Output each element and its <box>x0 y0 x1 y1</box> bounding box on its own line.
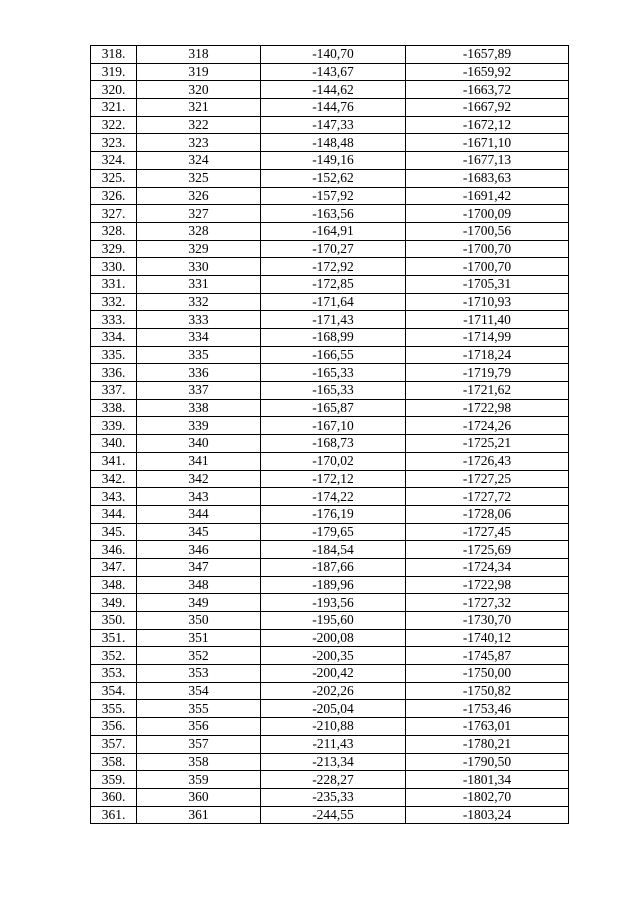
x-value-cell: -165,33 <box>261 364 406 382</box>
y-value-cell: -1790,50 <box>406 753 569 771</box>
point-id-cell: 338 <box>137 399 261 417</box>
x-value-cell: -205,04 <box>261 700 406 718</box>
x-value-cell: -200,35 <box>261 647 406 665</box>
row-number-cell: 341. <box>91 452 137 470</box>
point-id-cell: 327 <box>137 205 261 223</box>
table-row <box>91 718 569 736</box>
y-value-cell: -1724,26 <box>406 417 569 435</box>
point-id-cell: 341 <box>137 452 261 470</box>
y-value-cell: -1750,82 <box>406 682 569 700</box>
row-number-cell: 349. <box>91 594 137 612</box>
data-table <box>90 45 569 824</box>
x-value-cell: -167,10 <box>261 417 406 435</box>
row-number-cell: 348. <box>91 576 137 594</box>
row-number-cell: 360. <box>91 788 137 806</box>
table-row <box>91 771 569 789</box>
point-id-cell: 332 <box>137 293 261 311</box>
x-value-cell: -195,60 <box>261 612 406 630</box>
table-row <box>91 452 569 470</box>
x-value-cell: -152,62 <box>261 169 406 187</box>
x-value-cell: -200,42 <box>261 665 406 683</box>
y-value-cell: -1722,98 <box>406 576 569 594</box>
y-value-cell: -1727,72 <box>406 488 569 506</box>
y-value-cell: -1710,93 <box>406 293 569 311</box>
table-row <box>91 134 569 152</box>
table-row <box>91 665 569 683</box>
y-value-cell: -1657,89 <box>406 46 569 64</box>
y-value-cell: -1719,79 <box>406 364 569 382</box>
x-value-cell: -202,26 <box>261 682 406 700</box>
row-number-cell: 347. <box>91 558 137 576</box>
table-row <box>91 682 569 700</box>
point-id-cell: 350 <box>137 612 261 630</box>
y-value-cell: -1727,25 <box>406 470 569 488</box>
row-number-cell: 354. <box>91 682 137 700</box>
row-number-cell: 343. <box>91 488 137 506</box>
x-value-cell: -163,56 <box>261 205 406 223</box>
x-value-cell: -157,92 <box>261 187 406 205</box>
point-id-cell: 352 <box>137 647 261 665</box>
point-id-cell: 351 <box>137 629 261 647</box>
y-value-cell: -1802,70 <box>406 788 569 806</box>
x-value-cell: -149,16 <box>261 152 406 170</box>
x-value-cell: -172,85 <box>261 275 406 293</box>
point-id-cell: 328 <box>137 222 261 240</box>
row-number-cell: 337. <box>91 382 137 400</box>
point-id-cell: 358 <box>137 753 261 771</box>
y-value-cell: -1724,34 <box>406 558 569 576</box>
row-number-cell: 326. <box>91 187 137 205</box>
y-value-cell: -1700,70 <box>406 240 569 258</box>
point-id-cell: 333 <box>137 311 261 329</box>
point-id-cell: 359 <box>137 771 261 789</box>
point-id-cell: 329 <box>137 240 261 258</box>
y-value-cell: -1730,70 <box>406 612 569 630</box>
table-row <box>91 46 569 64</box>
table-row <box>91 346 569 364</box>
table-row <box>91 63 569 81</box>
y-value-cell: -1803,24 <box>406 806 569 824</box>
y-value-cell: -1705,31 <box>406 275 569 293</box>
y-value-cell: -1745,87 <box>406 647 569 665</box>
table-body <box>91 46 569 824</box>
point-id-cell: 322 <box>137 116 261 134</box>
x-value-cell: -200,08 <box>261 629 406 647</box>
table-row <box>91 311 569 329</box>
x-value-cell: -189,96 <box>261 576 406 594</box>
table-row <box>91 576 569 594</box>
point-id-cell: 346 <box>137 541 261 559</box>
y-value-cell: -1728,06 <box>406 505 569 523</box>
row-number-cell: 350. <box>91 612 137 630</box>
y-value-cell: -1671,10 <box>406 134 569 152</box>
table-row <box>91 258 569 276</box>
point-id-cell: 356 <box>137 718 261 736</box>
y-value-cell: -1714,99 <box>406 329 569 347</box>
table-row <box>91 81 569 99</box>
y-value-cell: -1727,32 <box>406 594 569 612</box>
x-value-cell: -211,43 <box>261 735 406 753</box>
table-row <box>91 523 569 541</box>
table-row <box>91 399 569 417</box>
point-id-cell: 325 <box>137 169 261 187</box>
y-value-cell: -1663,72 <box>406 81 569 99</box>
table-row <box>91 470 569 488</box>
y-value-cell: -1801,34 <box>406 771 569 789</box>
x-value-cell: -170,27 <box>261 240 406 258</box>
x-value-cell: -171,43 <box>261 311 406 329</box>
point-id-cell: 345 <box>137 523 261 541</box>
table-row <box>91 735 569 753</box>
y-value-cell: -1726,43 <box>406 452 569 470</box>
row-number-cell: 361. <box>91 806 137 824</box>
x-value-cell: -143,67 <box>261 63 406 81</box>
x-value-cell: -168,73 <box>261 435 406 453</box>
row-number-cell: 356. <box>91 718 137 736</box>
table-row <box>91 435 569 453</box>
y-value-cell: -1725,69 <box>406 541 569 559</box>
point-id-cell: 343 <box>137 488 261 506</box>
point-id-cell: 326 <box>137 187 261 205</box>
table-row <box>91 612 569 630</box>
row-number-cell: 322. <box>91 116 137 134</box>
x-value-cell: -164,91 <box>261 222 406 240</box>
y-value-cell: -1659,92 <box>406 63 569 81</box>
x-value-cell: -140,70 <box>261 46 406 64</box>
y-value-cell: -1725,21 <box>406 435 569 453</box>
y-value-cell: -1677,13 <box>406 152 569 170</box>
point-id-cell: 361 <box>137 806 261 824</box>
point-id-cell: 318 <box>137 46 261 64</box>
x-value-cell: -147,33 <box>261 116 406 134</box>
y-value-cell: -1683,63 <box>406 169 569 187</box>
row-number-cell: 351. <box>91 629 137 647</box>
table-row <box>91 329 569 347</box>
x-value-cell: -168,99 <box>261 329 406 347</box>
row-number-cell: 352. <box>91 647 137 665</box>
row-number-cell: 323. <box>91 134 137 152</box>
row-number-cell: 357. <box>91 735 137 753</box>
y-value-cell: -1721,62 <box>406 382 569 400</box>
table-row <box>91 594 569 612</box>
point-id-cell: 319 <box>137 63 261 81</box>
row-number-cell: 321. <box>91 99 137 117</box>
table-row <box>91 116 569 134</box>
row-number-cell: 334. <box>91 329 137 347</box>
row-number-cell: 339. <box>91 417 137 435</box>
row-number-cell: 355. <box>91 700 137 718</box>
row-number-cell: 324. <box>91 152 137 170</box>
point-id-cell: 342 <box>137 470 261 488</box>
x-value-cell: -144,76 <box>261 99 406 117</box>
table-row <box>91 788 569 806</box>
x-value-cell: -176,19 <box>261 505 406 523</box>
y-value-cell: -1691,42 <box>406 187 569 205</box>
y-value-cell: -1700,70 <box>406 258 569 276</box>
x-value-cell: -172,12 <box>261 470 406 488</box>
x-value-cell: -165,33 <box>261 382 406 400</box>
x-value-cell: -179,65 <box>261 523 406 541</box>
row-number-cell: 342. <box>91 470 137 488</box>
row-number-cell: 358. <box>91 753 137 771</box>
x-value-cell: -213,34 <box>261 753 406 771</box>
table-row <box>91 222 569 240</box>
table-row <box>91 275 569 293</box>
row-number-cell: 338. <box>91 399 137 417</box>
row-number-cell: 330. <box>91 258 137 276</box>
x-value-cell: -174,22 <box>261 488 406 506</box>
table-row <box>91 541 569 559</box>
x-value-cell: -148,48 <box>261 134 406 152</box>
point-id-cell: 347 <box>137 558 261 576</box>
row-number-cell: 344. <box>91 505 137 523</box>
table-row <box>91 240 569 258</box>
x-value-cell: -210,88 <box>261 718 406 736</box>
table-row <box>91 753 569 771</box>
x-value-cell: -172,92 <box>261 258 406 276</box>
row-number-cell: 340. <box>91 435 137 453</box>
x-value-cell: -170,02 <box>261 452 406 470</box>
y-value-cell: -1667,92 <box>406 99 569 117</box>
row-number-cell: 353. <box>91 665 137 683</box>
point-id-cell: 344 <box>137 505 261 523</box>
x-value-cell: -171,64 <box>261 293 406 311</box>
table-row <box>91 647 569 665</box>
row-number-cell: 346. <box>91 541 137 559</box>
table-row <box>91 187 569 205</box>
point-id-cell: 339 <box>137 417 261 435</box>
row-number-cell: 325. <box>91 169 137 187</box>
point-id-cell: 348 <box>137 576 261 594</box>
row-number-cell: 331. <box>91 275 137 293</box>
x-value-cell: -228,27 <box>261 771 406 789</box>
table-row <box>91 558 569 576</box>
y-value-cell: -1727,45 <box>406 523 569 541</box>
point-id-cell: 354 <box>137 682 261 700</box>
x-value-cell: -244,55 <box>261 806 406 824</box>
point-id-cell: 340 <box>137 435 261 453</box>
point-id-cell: 355 <box>137 700 261 718</box>
y-value-cell: -1711,40 <box>406 311 569 329</box>
y-value-cell: -1722,98 <box>406 399 569 417</box>
row-number-cell: 335. <box>91 346 137 364</box>
table-row <box>91 152 569 170</box>
y-value-cell: -1700,56 <box>406 222 569 240</box>
row-number-cell: 336. <box>91 364 137 382</box>
y-value-cell: -1753,46 <box>406 700 569 718</box>
row-number-cell: 359. <box>91 771 137 789</box>
row-number-cell: 332. <box>91 293 137 311</box>
point-id-cell: 320 <box>137 81 261 99</box>
point-id-cell: 357 <box>137 735 261 753</box>
point-id-cell: 324 <box>137 152 261 170</box>
table-row <box>91 488 569 506</box>
table-row <box>91 293 569 311</box>
table-row <box>91 169 569 187</box>
table-row <box>91 417 569 435</box>
row-number-cell: 333. <box>91 311 137 329</box>
y-value-cell: -1763,01 <box>406 718 569 736</box>
row-number-cell: 327. <box>91 205 137 223</box>
table-row <box>91 205 569 223</box>
y-value-cell: -1740,12 <box>406 629 569 647</box>
x-value-cell: -235,33 <box>261 788 406 806</box>
row-number-cell: 319. <box>91 63 137 81</box>
table-row <box>91 806 569 824</box>
x-value-cell: -144,62 <box>261 81 406 99</box>
y-value-cell: -1700,09 <box>406 205 569 223</box>
point-id-cell: 337 <box>137 382 261 400</box>
row-number-cell: 318. <box>91 46 137 64</box>
table-row <box>91 505 569 523</box>
x-value-cell: -187,66 <box>261 558 406 576</box>
row-number-cell: 345. <box>91 523 137 541</box>
table-row <box>91 629 569 647</box>
point-id-cell: 334 <box>137 329 261 347</box>
point-id-cell: 336 <box>137 364 261 382</box>
y-value-cell: -1780,21 <box>406 735 569 753</box>
table-row <box>91 364 569 382</box>
x-value-cell: -166,55 <box>261 346 406 364</box>
table-row <box>91 700 569 718</box>
x-value-cell: -184,54 <box>261 541 406 559</box>
y-value-cell: -1750,00 <box>406 665 569 683</box>
row-number-cell: 328. <box>91 222 137 240</box>
point-id-cell: 353 <box>137 665 261 683</box>
x-value-cell: -165,87 <box>261 399 406 417</box>
point-id-cell: 335 <box>137 346 261 364</box>
point-id-cell: 330 <box>137 258 261 276</box>
point-id-cell: 323 <box>137 134 261 152</box>
table-row <box>91 382 569 400</box>
y-value-cell: -1672,12 <box>406 116 569 134</box>
row-number-cell: 320. <box>91 81 137 99</box>
x-value-cell: -193,56 <box>261 594 406 612</box>
point-id-cell: 349 <box>137 594 261 612</box>
point-id-cell: 321 <box>137 99 261 117</box>
row-number-cell: 329. <box>91 240 137 258</box>
point-id-cell: 331 <box>137 275 261 293</box>
table-row <box>91 99 569 117</box>
y-value-cell: -1718,24 <box>406 346 569 364</box>
point-id-cell: 360 <box>137 788 261 806</box>
